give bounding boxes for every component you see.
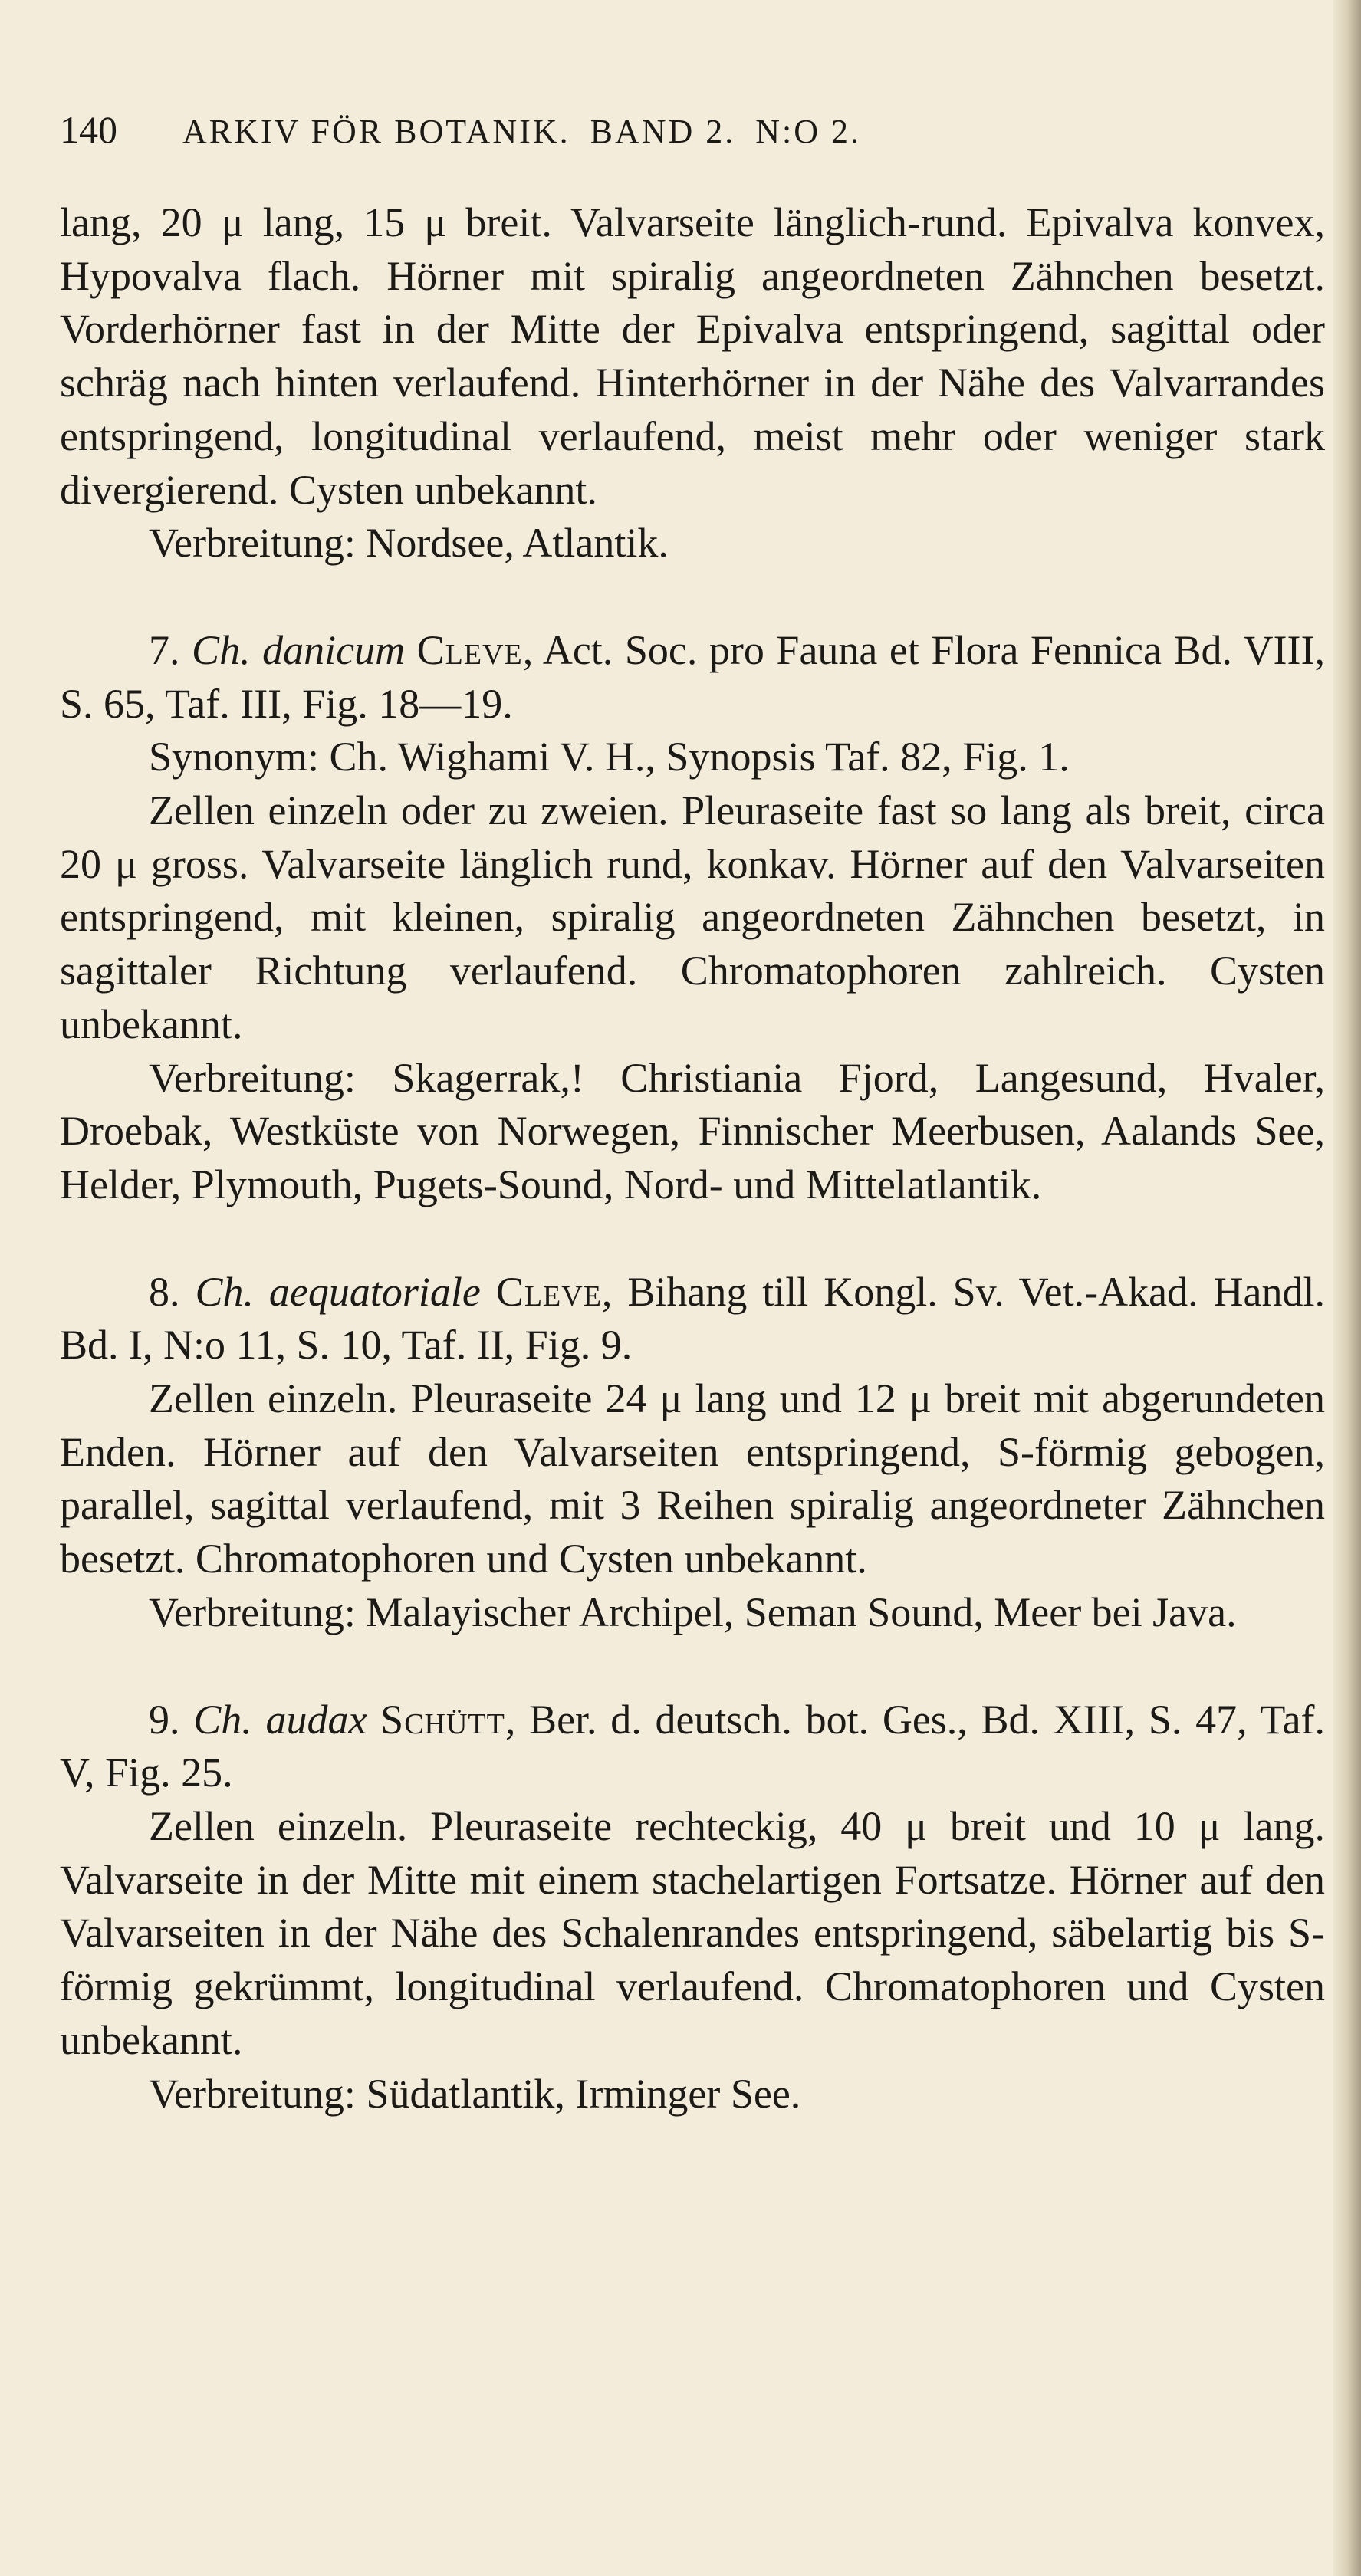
species-distribution: Verbreitung: Skagerrak,! Christiania Fjord, Langesund, Hvaler, Droebak, Westküste von Norwegen, Finnischer Meerbusen, Aalands See, Helder, Plymouth, Pugets-Sound, Nord- und Mittelatlantik. <box>60 1054 1325 1208</box>
species-name: audax <box>265 1696 367 1743</box>
continuation-distribution: Verbreitung: Nordsee, Atlantik. <box>149 520 669 567</box>
species-description: Zellen einzeln. Pleuraseite rechteckig, 40 μ breit und 10 μ lang. Valvarseite in der Mitte mit einem stachelartigen Fortsatze. Hörner auf den Valvarseiten in der Nähe des Schalenrandes entspringend, säbelartig bis S-förmig gekrümmt, longitudinal verlaufend. Chromatophoren und Cysten unbekannt. <box>60 1802 1325 2063</box>
species-distribution: Verbreitung: Malayischer Archipel, Seman Sound, Meer bei Java. <box>149 1589 1237 1635</box>
genus-name: Ch. <box>193 1696 252 1743</box>
citation: , Act. Soc. pro Fauna et Flora Fennica Bd. VIII, S. 65, Taf. III, Fig. 18—19. <box>60 626 1325 727</box>
species-description: Zellen einzeln. Pleuraseite 24 μ lang und 12 μ breit mit abgerundeten Enden. Hörner auf den Valvarseiten entspringend, S-förmig gebogen, parallel, sagittal verlaufend, mit 3 Reihen spiralig angeordneter Zähnchen besetzt. Chromatophoren und Cysten unbekannt. <box>60 1375 1325 1582</box>
species-entry-heading <box>60 1266 1325 1372</box>
species-entry-heading <box>60 1694 1325 1800</box>
species-name: aequatoriale <box>268 1268 481 1315</box>
journal-number: N:O 2. <box>755 113 862 150</box>
page-number: 140 <box>60 108 117 151</box>
genus-name: Ch. <box>192 626 251 673</box>
author-name: Cleve <box>416 626 523 673</box>
continuation-paragraph: lang, 20 μ lang, 15 μ breit. Valvarseite länglich-rund. Epivalva konvex, Hypovalva flach. Hörner mit spiralig angeordneten Zähnchen besetzt. Vorderhörner fast in der Mitte der Epivalva entspringend, sagittal oder schräg nach hinten verlaufend. Hinterhörner in der Nähe des Valvarrandes entspringend, longitudinal verlaufend, meist mehr oder weniger stark divergierend. Cysten unbekannt. <box>60 199 1325 513</box>
author-name: Cleve <box>495 1268 602 1315</box>
synonym-line: Synonym: Ch. Wighami V. H., Synopsis Taf. 82, Fig. 1. <box>149 734 1070 780</box>
citation: , Ber. d. deutsch. bot. Ges., Bd. XIII, S. 47, Taf. V, Fig. 25. <box>60 1696 1326 1796</box>
journal-volume: BAND 2. <box>590 113 736 150</box>
citation: , Bihang till Kongl. Sv. Vet.-Akad. Handl. Bd. I, N:o 11, S. 10, Taf. II, Fig. 9. <box>60 1268 1325 1368</box>
entry-number: 9. <box>149 1696 180 1743</box>
page-content <box>60 107 1325 2121</box>
entry-number: 8. <box>149 1268 180 1315</box>
page-body <box>60 196 1325 2121</box>
species-description: Zellen einzeln oder zu zweien. Pleuraseite fast so lang als breit, circa 20 μ gross. Valvarseite länglich rund, konkav. Hörner auf den Valvarseiten entspringend, mit kleinen, spiralig angeordneten Zähnchen besetzt, in sagittaler Richtung verlaufend. Chromatophoren zahlreich. Cysten unbekannt. <box>60 787 1325 1047</box>
author-name: Schütt <box>380 1696 505 1743</box>
species-name: danicum <box>262 626 406 673</box>
genus-name: Ch. <box>195 1268 254 1315</box>
running-header <box>60 107 1325 161</box>
page-edge-shadow <box>1333 0 1361 2576</box>
entry-number: 7. <box>149 626 180 673</box>
species-entry-heading <box>60 624 1325 731</box>
journal-title: ARKIV FÖR BOTANIK. <box>182 113 570 150</box>
species-distribution: Verbreitung: Südatlantik, Irminger See. <box>149 2070 801 2117</box>
